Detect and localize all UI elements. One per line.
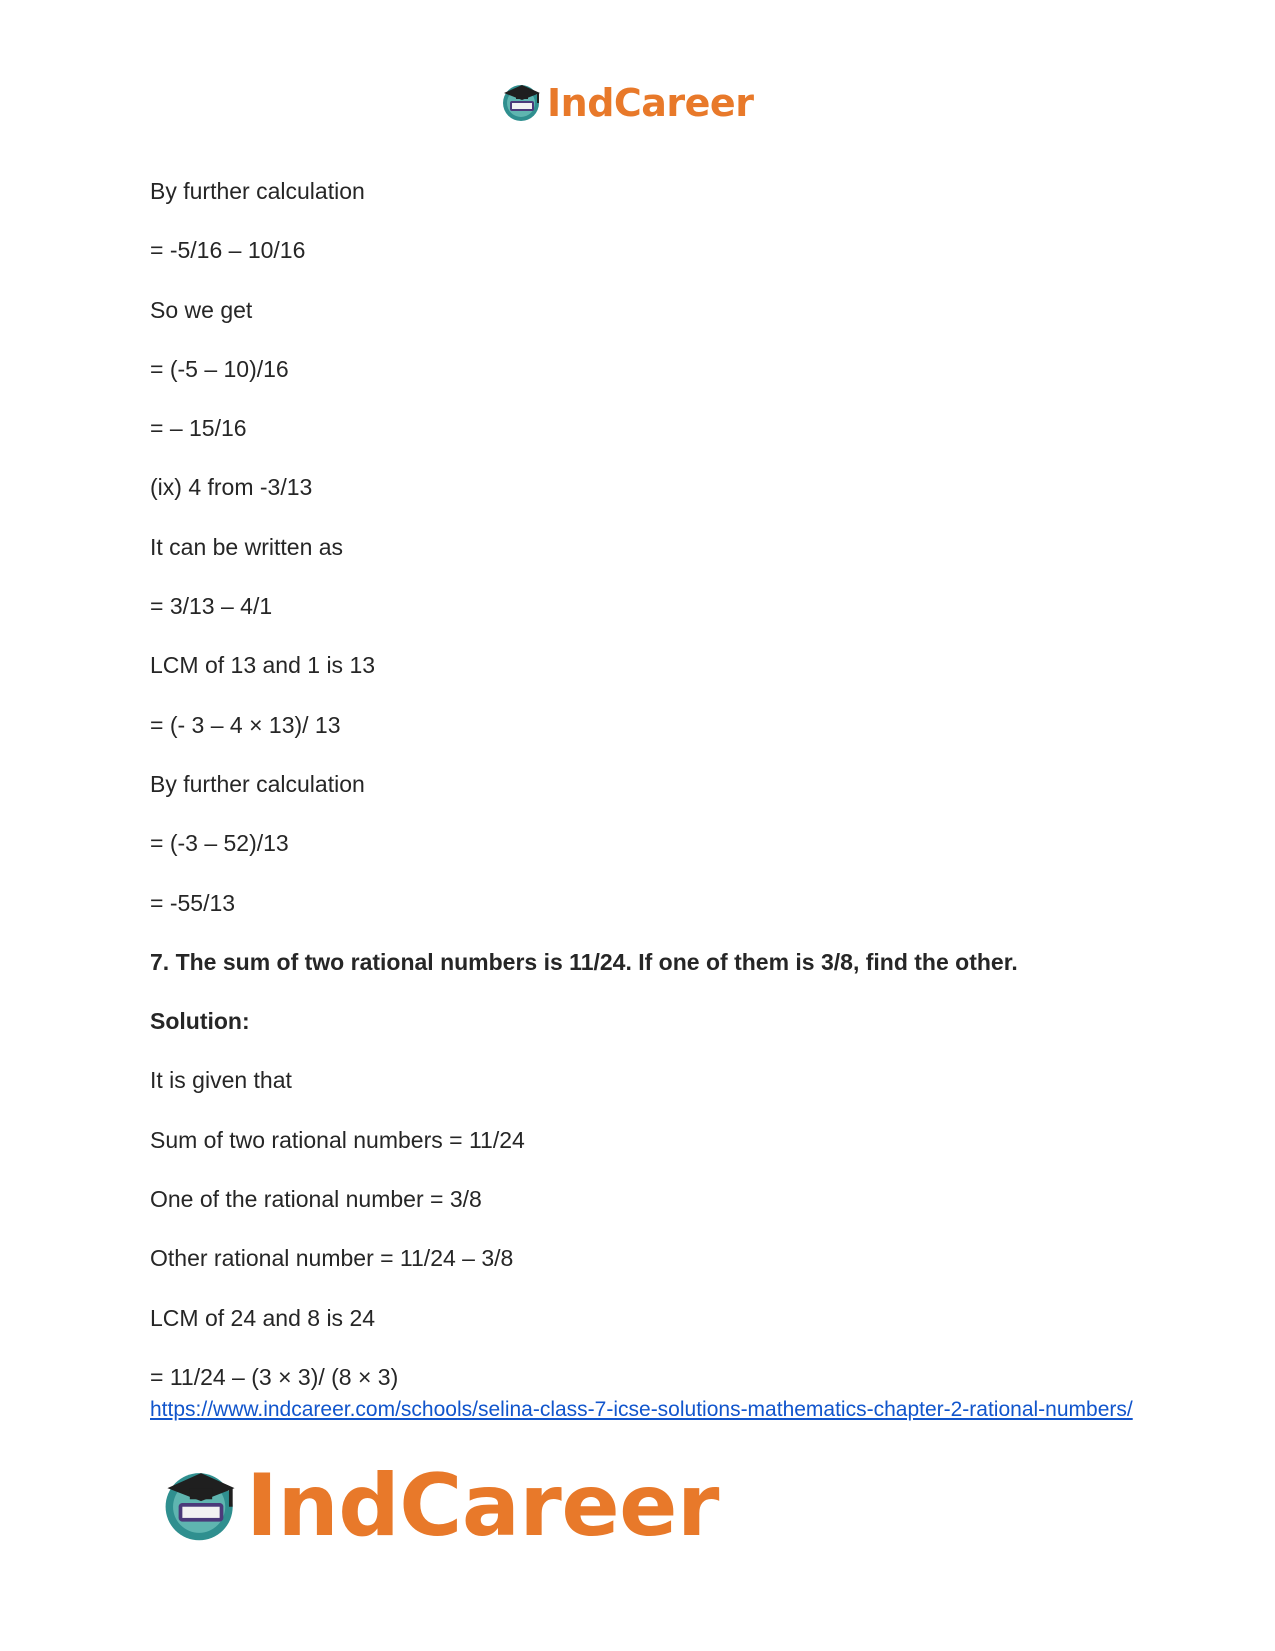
- body-text-line: = -55/13: [150, 889, 236, 916]
- body-text-line: So we get: [150, 296, 253, 323]
- header-logo: [500, 80, 753, 126]
- graduation-cap-book-icon: [160, 1462, 242, 1549]
- body-text-line: Other rational number = 11/24 – 3/8: [150, 1245, 514, 1272]
- body-text-line: It is given that: [150, 1067, 292, 1094]
- body-text-line: By further calculation: [150, 178, 365, 204]
- body-text-line: = (- 3 – 4 × 13)/ 13: [150, 711, 341, 738]
- question-heading: 7. The sum of two rational numbers is 11/24. If one of them is 3/8, find the other.: [150, 948, 1018, 975]
- body-text-line: = – 15/16: [150, 415, 247, 442]
- body-text-line: = 11/24 – (3 × 3)/ (8 × 3): [150, 1363, 399, 1390]
- header-logo-text: IndCareer: [547, 81, 754, 125]
- body-text-line: = (-5 – 10)/16: [150, 355, 289, 382]
- body-text-line: = 3/13 – 4/1: [150, 593, 273, 620]
- body-text-line: LCM of 24 and 8 is 24: [150, 1304, 376, 1331]
- body-text-line: LCM of 13 and 1 is 13: [150, 652, 376, 679]
- body-text-line: It can be written as: [150, 533, 344, 560]
- source-url-link[interactable]: https://www.indcareer.com/schools/selina-class-7-icse-solutions-mathematics-chapter-2-rational-numbers/: [150, 1398, 1133, 1421]
- body-text-line: (ix) 4 from -3/13: [150, 474, 313, 501]
- footer-logo: [160, 1455, 719, 1556]
- body-text-line: Sum of two rational numbers = 11/24: [150, 1126, 525, 1153]
- document-body: [150, 176, 1150, 1421]
- question-heading: Solution:: [150, 1008, 250, 1035]
- body-text-line: = (-3 – 52)/13: [150, 830, 289, 857]
- body-text-line: By further calculation: [150, 770, 365, 797]
- graduation-cap-book-icon: [500, 79, 544, 128]
- body-text-line: = -5/16 – 10/16: [150, 237, 306, 264]
- footer-logo-text: IndCareer: [246, 1455, 719, 1556]
- body-text-line: One of the rational number = 3/8: [150, 1186, 482, 1213]
